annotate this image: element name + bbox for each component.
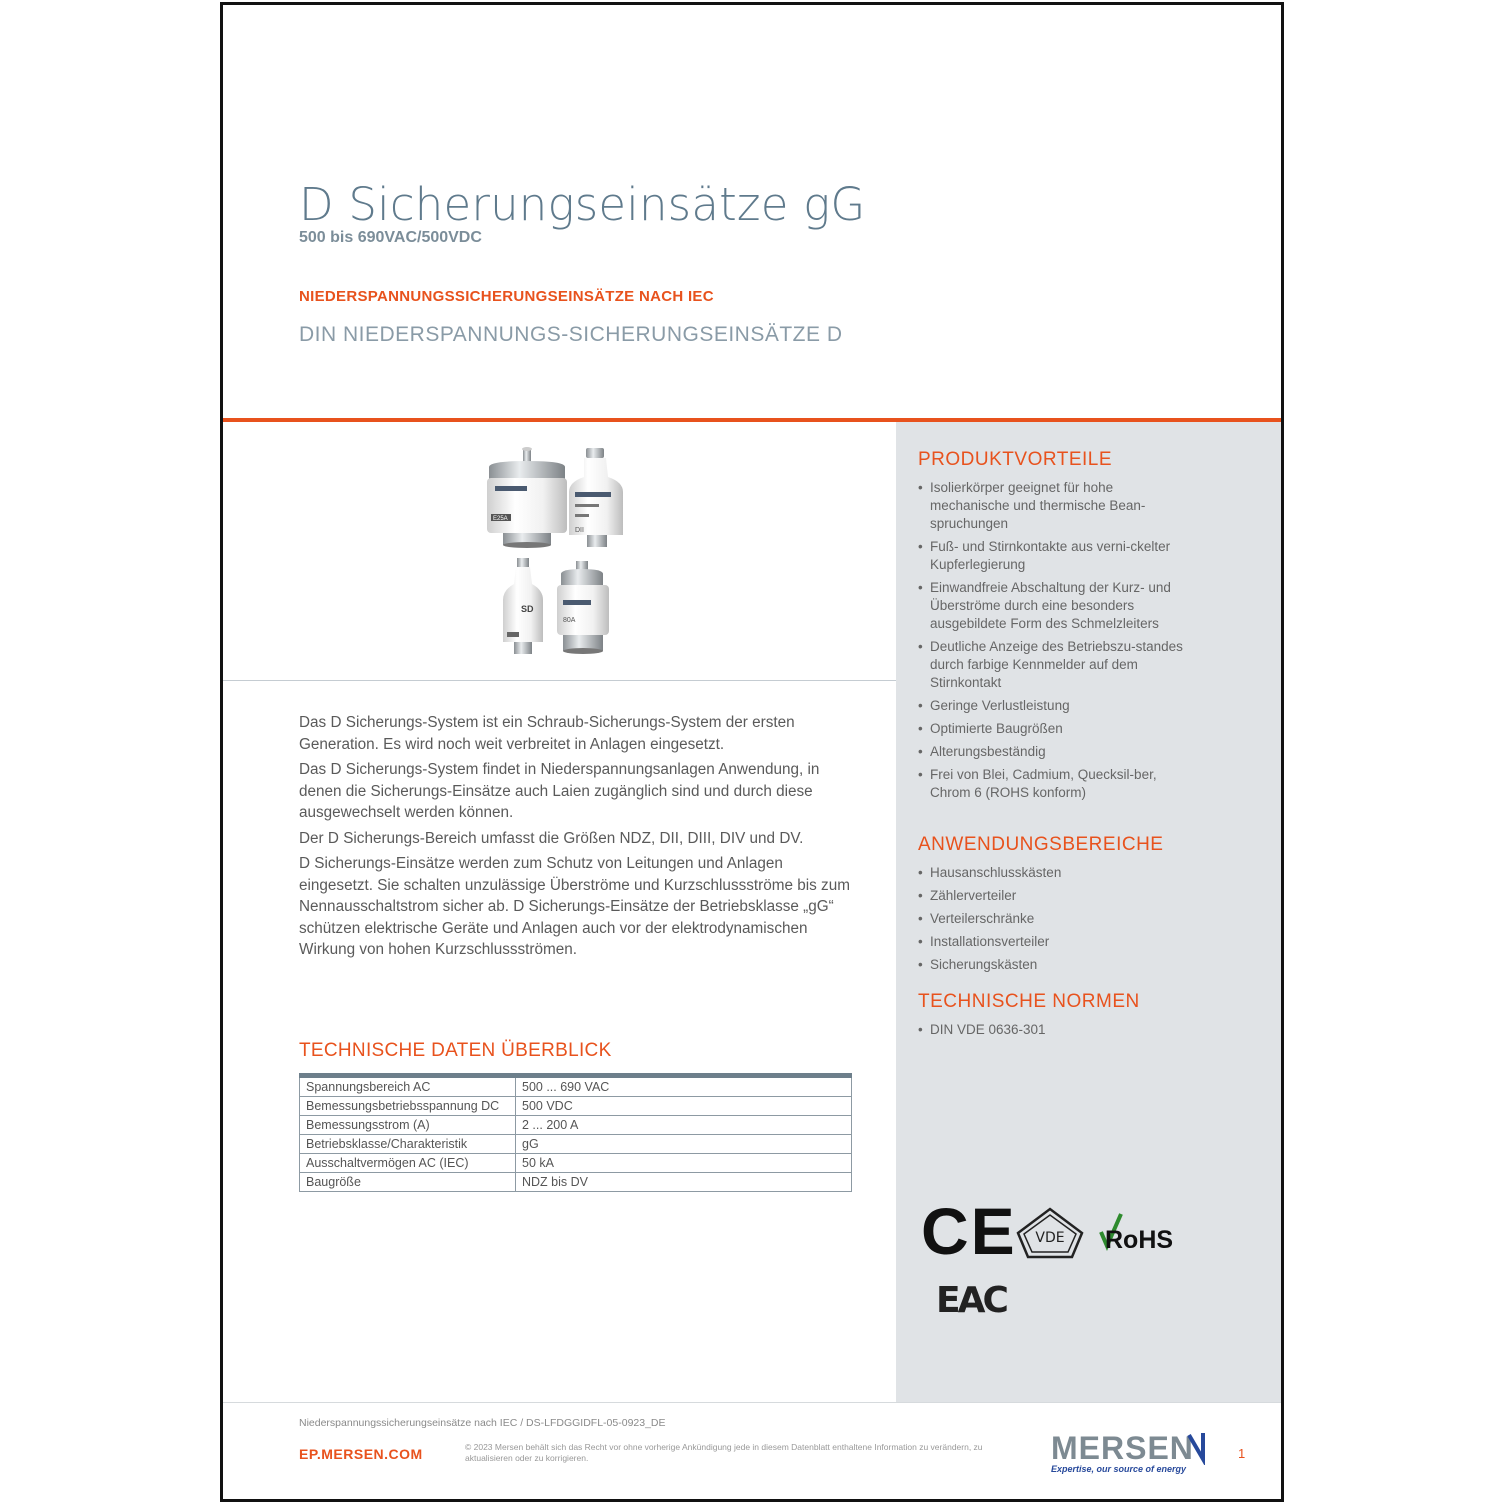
list-item: • Einwandfreie Abschaltung der Kurz- und Überströme durch eine besonders ausgebildete Form des Schmelzleiters (918, 579, 1188, 633)
tech-data-heading: TECHNISCHE DATEN ÜBERBLICK (299, 1040, 612, 1061)
description-paragraph: Das D Sicherungs-System findet in Niederspannungsanlagen Anwendung, in denen die Sicherungs-Einsätze auch Laien zugänglich sind und durch diese ausgewechselt werden können. (299, 761, 820, 821)
svg-text:MERSEN: MERSEN (1051, 1430, 1194, 1465)
certification-marks (921, 1202, 1221, 1322)
row-label: Spannungsbereich AC (300, 1076, 516, 1097)
row-label: Baugröße (300, 1173, 516, 1192)
standards-list (918, 1021, 1188, 1044)
row-value: NDZ bis DV (516, 1173, 852, 1192)
row-label: Betriebsklasse/Charakteristik (300, 1135, 516, 1154)
document-reference: Niederspannungssicherungseinsätze nach IEC / DS-LFDGGIDFL-05-0923_DE (299, 1417, 666, 1429)
datasheet-page (220, 2, 1284, 1502)
row-value: 50 kA (516, 1154, 852, 1173)
fuse-label-sd: SD (521, 604, 534, 614)
table-row (300, 1173, 852, 1192)
rohs-mark-icon (1101, 1214, 1173, 1254)
fuse-label-e25a: E25A (493, 516, 508, 522)
table-row (300, 1076, 852, 1097)
list-item: • Isolierkörper geeignet für hohe mechanische und thermische Bean-spruchungen (918, 479, 1188, 533)
row-value: gG (516, 1135, 852, 1154)
description-paragraph: Das D Sicherungs-System ist ein Schraub-Sicherungs-System der ersten Generation. Es wird noch weit verbreitet in Anlagen eingesetzt. (299, 714, 795, 753)
benefits-heading: PRODUKTVORTEILE (918, 449, 1113, 470)
category-label: NIEDERSPANNUNGSSICHERUNGSEINSÄTZE NACH IEC (299, 288, 714, 305)
row-value: 500 ... 690 VAC (516, 1076, 852, 1097)
list-item: • Zählerverteiler (918, 887, 1188, 905)
svg-text:RoHS: RoHS (1105, 1226, 1174, 1254)
description-paragraph: D Sicherungs-Einsätze werden zum Schutz von Leitungen und Anlagen eingesetzt. Sie schalten unzulässige Überströme und Kurzschlussströme bis zum Nennausschaltstrom sicher ab. D Sicherungs-Einsätze der Betriebsklasse „gG“ schützen elektrische Geräte und Anlagen auch vor der elektrodynamischen Wirkung von hohen Kurzschlussströmen. (299, 855, 850, 958)
product-image (223, 422, 896, 680)
svg-text:EAC: EAC (936, 1280, 1006, 1321)
table-row (300, 1154, 852, 1173)
row-label: Ausschaltvermögen AC (IEC) (300, 1154, 516, 1173)
page-subtitle: 500 bis 690VAC/500VDC (299, 229, 482, 246)
fuse-label-80a: 80A (563, 617, 576, 624)
list-item: • Sicherungskästen (918, 956, 1188, 974)
page-title: D Sicherungseinsätze gG (299, 178, 866, 231)
image-divider (223, 680, 896, 681)
list-item: • Deutliche Anzeige des Betriebszu-standes durch farbige Kennmelder auf dem Stirnkontakt (918, 638, 1188, 692)
page-number: 1 (1238, 1446, 1246, 1461)
list-item: • Installationsverteiler (918, 933, 1188, 951)
list-item: • DIN VDE 0636-301 (918, 1021, 1188, 1039)
applications-list (918, 864, 1188, 979)
fuse-sd (503, 558, 543, 654)
list-item: • Optimierte Baugrößen (918, 720, 1188, 738)
subcategory-label: DIN NIEDERSPANNUNGS-SICHERUNGSEINSÄTZE D (299, 323, 843, 346)
fuse-dii (569, 448, 623, 547)
table-row (300, 1135, 852, 1154)
row-label: Bemessungsstrom (A) (300, 1116, 516, 1135)
tech-data-table (299, 1073, 852, 1192)
row-value: 2 ... 200 A (516, 1116, 852, 1135)
svg-text:VDE: VDE (1035, 1230, 1065, 1246)
logo-tagline: Expertise, our source of energy (1051, 1464, 1187, 1474)
standards-heading: TECHNISCHE NORMEN (918, 991, 1140, 1012)
copyright-notice: © 2023 Mersen behält sich das Recht vor ohne vorherige Ankündigung jede in diesem Datenblatt enthaltene Information zu verändern, zu aktualisieren oder zu korrigieren. (465, 1442, 983, 1463)
benefits-list (918, 479, 1188, 807)
table-row (300, 1116, 852, 1135)
table-row (300, 1097, 852, 1116)
list-item: • Fuß- und Stirnkontakte aus verni-ckelter Kupferlegierung (918, 538, 1188, 574)
vde-mark-icon (1018, 1209, 1082, 1257)
footer-divider (223, 1402, 1281, 1403)
fuse-80a (557, 561, 609, 654)
eac-mark-icon (936, 1280, 1007, 1321)
list-item: • Hausanschlusskästen (918, 864, 1188, 882)
ce-mark-icon (921, 1202, 1017, 1268)
fuse-e25a (487, 447, 567, 548)
description-section (299, 712, 859, 965)
list-item: • Alterungsbeständig (918, 743, 1188, 761)
list-item: • Frei von Blei, Cadmium, Quecksil-ber, Chrom 6 (ROHS konform) (918, 766, 1188, 802)
list-item: • Verteilerschränke (918, 910, 1188, 928)
list-item: • Geringe Verlustleistung (918, 697, 1188, 715)
row-label: Bemessungsbetriebsspannung DC (300, 1097, 516, 1116)
website-link[interactable]: EP.MERSEN.COM (299, 1446, 423, 1462)
fuse-label-dii: DII (575, 527, 584, 534)
description-paragraph: Der D Sicherungs-Bereich umfasst die Größen NDZ, DII, DIII, DIV und DV. (299, 829, 804, 847)
row-value: 500 VDC (516, 1097, 852, 1116)
applications-heading: ANWENDUNGSBEREICHE (918, 834, 1164, 855)
svg-text:CE: CE (921, 1202, 1017, 1268)
